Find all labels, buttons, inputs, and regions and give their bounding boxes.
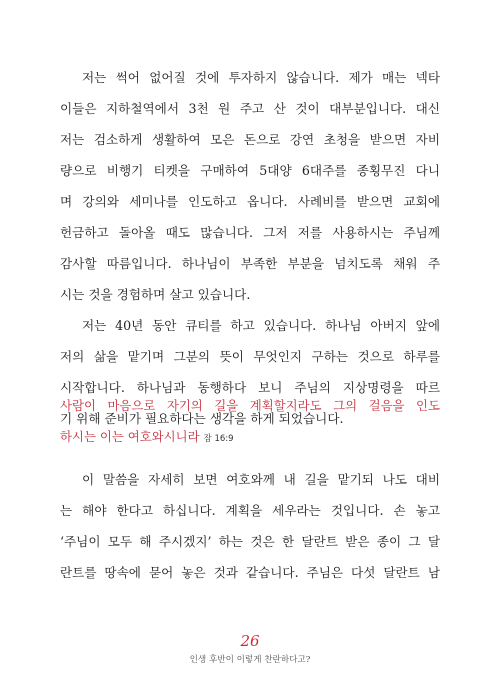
body-line: 저는 썩어 없어질 것에 투자하지 않습니다. 제가 매는 넥타 (82, 70, 440, 85)
body-line: 시작합니다. 하나님과 동행하다 보니 주님의 지상명령을 따르 (60, 380, 440, 395)
body-line: 기 위해 준비가 필요하다는 생각을 하게 되었습니다. (60, 411, 344, 426)
body-line: 는 해야 한다고 하십니다. 계획을 세우라는 것입니다. 손 놓고 (60, 503, 440, 518)
scripture-reference: 잠 16:9 (203, 434, 234, 444)
body-line: 량으로 비행기 티켓을 구매하여 5대양 6대주를 종횡무진 다니 (60, 163, 440, 178)
body-line: 이들은 지하철역에서 3천 원 주고 산 것이 대부분입니다. 대신 (60, 101, 440, 116)
body-line: 시는 것을 경험하며 살고 있습니다. (60, 287, 251, 302)
body-line: 저의 삶을 맡기며 그분의 뜻이 무엇인지 구하는 것으로 하루를 (60, 349, 440, 364)
page-number: 26 (240, 632, 260, 650)
body-line: 저는 40년 동안 큐티를 하고 있습니다. 하나님 아버지 앞에 (82, 318, 440, 333)
body-line: 이 말씀을 자세히 보면 여호와께 내 길을 맡기되 나도 대비 (82, 472, 440, 487)
body-line: ‘주님이 모두 해 주시겠지’ 하는 것은 한 달란트 받은 종이 그 달 (60, 534, 440, 549)
quote-line-text: 하시는 이는 여호와시니라 (60, 429, 200, 444)
body-line: 저는 검소하게 생활하여 모은 돈으로 강연 초청을 받으면 자비 (60, 132, 440, 147)
bottom-body-text (60, 464, 440, 588)
quote-line (60, 421, 440, 452)
scripture-quote (60, 390, 440, 452)
body-line: 란트를 땅속에 묻어 놓은 것과 같습니다. 주님은 다섯 달란트 남 (60, 565, 440, 580)
body-line: 감사할 따름입니다. 하나님이 부족한 부분을 넘치도록 채워 주 (60, 256, 440, 271)
body-line: 헌금하고 돌아올 때도 많습니다. 그저 저를 사용하시는 주님께 (60, 225, 440, 240)
body-line: 며 강의와 세미나를 인도하고 옵니다. 사례비를 받으면 교회에 (60, 194, 440, 209)
quote-line: 사람이 마음으로 자기의 길을 계획할지라도 그의 걸음을 인도 (60, 398, 440, 413)
top-body-text (60, 62, 440, 434)
running-footer: 인생 후반이 이렇게 찬란하다고? (189, 655, 311, 665)
